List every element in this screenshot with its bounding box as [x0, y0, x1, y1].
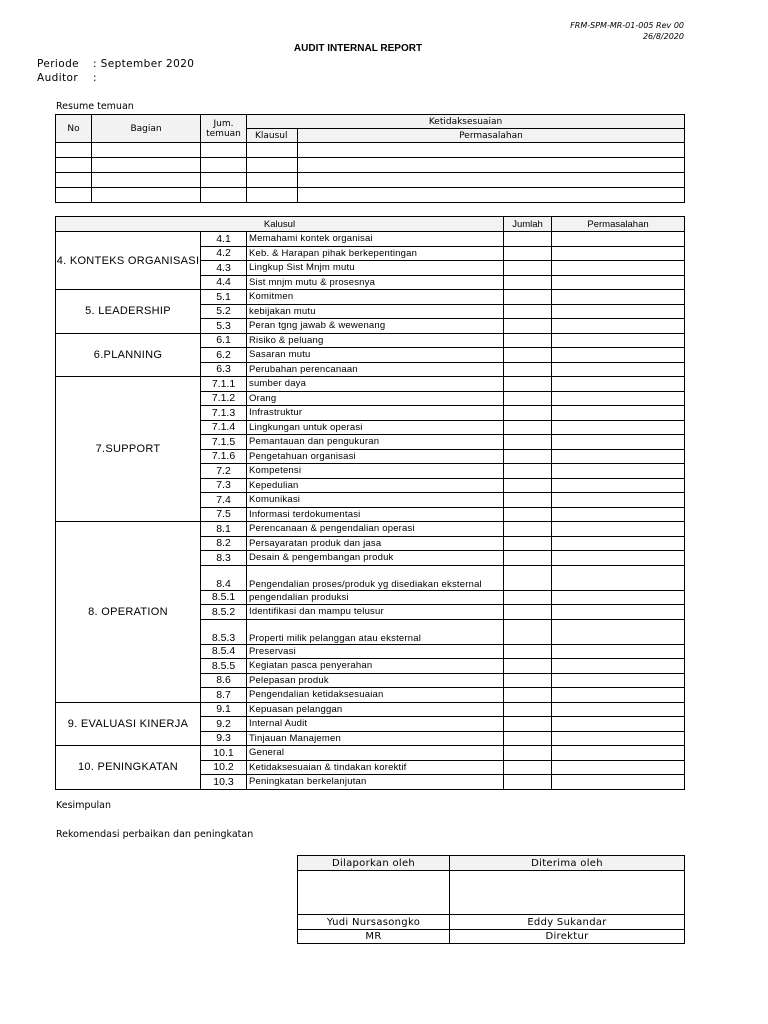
clause-description: Komunikasi: [247, 493, 504, 508]
clause-jumlah-cell[interactable]: [504, 507, 552, 522]
auditor-value: :: [93, 72, 97, 84]
clause-jumlah-cell[interactable]: [504, 760, 552, 775]
clause-description: Risiko & peluang: [247, 333, 504, 348]
signature-table: [297, 855, 685, 944]
clause-group-name: 8. OPERATION: [56, 522, 201, 703]
clause-jumlah-cell[interactable]: [504, 362, 552, 377]
clause-group-name: 10. PENINGKATAN: [56, 746, 201, 790]
clause-description: Tinjauan Manajemen: [247, 731, 504, 746]
clause-permasalahan-cell[interactable]: [552, 619, 685, 644]
clause-number: 8.5.5: [201, 659, 247, 674]
clause-jumlah-cell[interactable]: [504, 275, 552, 290]
clause-number: 5.1: [201, 290, 247, 305]
clause-jumlah-cell[interactable]: [504, 731, 552, 746]
clause-group-name: 9. EVALUASI KINERJA: [56, 702, 201, 746]
clause-jumlah-cell[interactable]: [504, 319, 552, 334]
resume-cell[interactable]: [298, 143, 685, 158]
clause-group-name: 5. LEADERSHIP: [56, 290, 201, 334]
clause-number: 8.2: [201, 536, 247, 551]
clause-permasalahan-cell[interactable]: [552, 659, 685, 674]
clause-row: [56, 522, 685, 537]
clause-number: 9.3: [201, 731, 247, 746]
resume-cell[interactable]: [92, 143, 201, 158]
clause-permasalahan-cell[interactable]: [552, 507, 685, 522]
clause-jumlah-cell[interactable]: [504, 688, 552, 703]
clause-permasalahan-cell[interactable]: [552, 673, 685, 688]
clause-permasalahan-cell[interactable]: [552, 522, 685, 537]
clause-group-name: 6.PLANNING: [56, 333, 201, 377]
clause-jumlah-cell[interactable]: [504, 420, 552, 435]
clause-jumlah-cell[interactable]: [504, 551, 552, 566]
clause-permasalahan-cell[interactable]: [552, 406, 685, 421]
receiver-role: Direktur: [450, 930, 685, 944]
clause-number: 8.5.1: [201, 590, 247, 605]
clause-jumlah-cell[interactable]: [504, 261, 552, 276]
clause-description: Informasi terdokumentasi: [247, 507, 504, 522]
clause-description: Kepedulian: [247, 478, 504, 493]
clause-permasalahan-cell[interactable]: [552, 449, 685, 464]
resume-row: [56, 188, 685, 203]
clause-jumlah-cell[interactable]: [504, 464, 552, 479]
clause-description: pengendalian produksi: [247, 590, 504, 605]
clause-description: Properti milik pelanggan atau eksternal: [247, 619, 504, 644]
clause-number: 4.1: [201, 232, 247, 247]
resume-cell[interactable]: [92, 158, 201, 173]
clause-number: 8.1: [201, 522, 247, 537]
clause-number: 7.1.4: [201, 420, 247, 435]
clause-description: Lingkup Sist Mnjm mutu: [247, 261, 504, 276]
clause-number: 7.5: [201, 507, 247, 522]
resume-cell[interactable]: [92, 188, 201, 203]
clause-permasalahan-cell[interactable]: [552, 746, 685, 761]
clause-permasalahan-cell[interactable]: [552, 688, 685, 703]
clause-jumlah-cell[interactable]: [504, 435, 552, 450]
resume-cell[interactable]: [56, 173, 92, 188]
periode-value: : September 2020: [93, 58, 195, 70]
clause-jumlah-cell[interactable]: [504, 775, 552, 790]
receiver-name: Eddy Sukandar: [450, 915, 685, 930]
clause-jumlah-cell[interactable]: [504, 644, 552, 659]
clause-number: 7.1.5: [201, 435, 247, 450]
clause-permasalahan-cell[interactable]: [552, 232, 685, 247]
resume-cell[interactable]: [247, 188, 298, 203]
resume-col-permasalahan: Permasalahan: [298, 129, 685, 143]
clause-permasalahan-cell[interactable]: [552, 731, 685, 746]
clause-number: 9.2: [201, 717, 247, 732]
resume-cell[interactable]: [298, 188, 685, 203]
clause-description: Pengendalian proses/produk yg disediakan eksternal: [247, 565, 504, 590]
clause-table: [55, 216, 685, 790]
clause-jumlah-cell[interactable]: [504, 659, 552, 674]
clause-body: [56, 232, 685, 790]
clause-col-permasalahan: Permasalahan: [552, 217, 685, 232]
clause-number: 5.3: [201, 319, 247, 334]
clause-permasalahan-cell[interactable]: [552, 493, 685, 508]
resume-cell[interactable]: [298, 158, 685, 173]
clause-number: 7.1.1: [201, 377, 247, 392]
reporter-signature-area[interactable]: [298, 871, 450, 915]
clause-jumlah-cell[interactable]: [504, 478, 552, 493]
reported-by-label: Dilaporkan oleh: [298, 856, 450, 871]
clause-permasalahan-cell[interactable]: [552, 551, 685, 566]
resume-cell[interactable]: [92, 173, 201, 188]
clause-permasalahan-cell[interactable]: [552, 333, 685, 348]
clause-description: Orang: [247, 391, 504, 406]
receiver-signature-area[interactable]: [450, 871, 685, 915]
resume-cell[interactable]: [247, 143, 298, 158]
clause-jumlah-cell[interactable]: [504, 290, 552, 305]
reporter-name: Yudi Nursasongko: [298, 915, 450, 930]
clause-description: Kompetensi: [247, 464, 504, 479]
clause-jumlah-cell[interactable]: [504, 333, 552, 348]
auditor-label: Auditor: [37, 72, 79, 84]
clause-number: 4.2: [201, 246, 247, 261]
clause-permasalahan-cell[interactable]: [552, 775, 685, 790]
clause-number: 5.2: [201, 304, 247, 319]
clause-col-jumlah: Jumlah: [504, 217, 552, 232]
clause-permasalahan-cell[interactable]: [552, 435, 685, 450]
clause-jumlah-cell[interactable]: [504, 377, 552, 392]
resume-row: [56, 158, 685, 173]
clause-jumlah-cell[interactable]: [504, 232, 552, 247]
clause-number: 7.1.3: [201, 406, 247, 421]
clause-permasalahan-cell[interactable]: [552, 478, 685, 493]
clause-jumlah-cell[interactable]: [504, 565, 552, 590]
clause-description: Memahami kontek organisai: [247, 232, 504, 247]
clause-description: kebijakan mutu: [247, 304, 504, 319]
clause-description: Keb. & Harapan pihak berkepentingan: [247, 246, 504, 261]
clause-description: Pelepasan produk: [247, 673, 504, 688]
clause-description: Pemantauan dan pengukuran: [247, 435, 504, 450]
clause-description: Sist mnjm mutu & prosesnya: [247, 275, 504, 290]
clause-group-name: 7.SUPPORT: [56, 377, 201, 522]
clause-number: 8.5.4: [201, 644, 247, 659]
clause-permasalahan-cell[interactable]: [552, 304, 685, 319]
clause-number: 8.7: [201, 688, 247, 703]
clause-permasalahan-cell[interactable]: [552, 420, 685, 435]
periode-row: [37, 58, 194, 70]
clause-permasalahan-cell[interactable]: [552, 391, 685, 406]
clause-row: [56, 746, 685, 761]
clause-description: Desain & pengembangan produk: [247, 551, 504, 566]
report-title: AUDIT INTERNAL REPORT: [293, 43, 423, 54]
clause-description: sumber daya: [247, 377, 504, 392]
clause-number: 8.5.3: [201, 619, 247, 644]
form-code: FRM-SPM-MR-01-005 Rev 00: [570, 21, 684, 30]
form-code-block: [570, 20, 684, 42]
clause-number: 6.3: [201, 362, 247, 377]
resume-col-ketidaksesuaian: Ketidaksesuaian: [247, 115, 685, 129]
resume-cell[interactable]: [201, 143, 247, 158]
kesimpulan-label: Kesimpulan: [56, 800, 111, 811]
clause-row: [56, 290, 685, 305]
resume-cell[interactable]: [298, 173, 685, 188]
clause-number: 9.1: [201, 702, 247, 717]
clause-permasalahan-cell[interactable]: [552, 536, 685, 551]
clause-number: 4.3: [201, 261, 247, 276]
clause-permasalahan-cell[interactable]: [552, 565, 685, 590]
clause-permasalahan-cell[interactable]: [552, 702, 685, 717]
clause-permasalahan-cell[interactable]: [552, 377, 685, 392]
clause-number: 7.1.2: [201, 391, 247, 406]
clause-description: Internal Audit: [247, 717, 504, 732]
clause-description: Kepuasan pelanggan: [247, 702, 504, 717]
resume-label: Resume temuan: [56, 101, 134, 112]
clause-jumlah-cell[interactable]: [504, 702, 552, 717]
resume-col-klausul: Klausul: [247, 129, 298, 143]
clause-description: Pengendalian ketidaksesuaian: [247, 688, 504, 703]
clause-jumlah-cell[interactable]: [504, 746, 552, 761]
clause-description: Kegiatan pasca penyerahan: [247, 659, 504, 674]
clause-permasalahan-cell[interactable]: [552, 590, 685, 605]
clause-permasalahan-cell[interactable]: [552, 760, 685, 775]
clause-description: Perubahan perencanaan: [247, 362, 504, 377]
clause-permasalahan-cell[interactable]: [552, 605, 685, 620]
received-by-label: Diterima oleh: [450, 856, 685, 871]
resume-cell[interactable]: [201, 173, 247, 188]
clause-description: Persayaratan produk dan jasa: [247, 536, 504, 551]
clause-description: Infrastruktur: [247, 406, 504, 421]
clause-col-kalusul: Kalusul: [56, 217, 504, 232]
clause-description: Peran tgng jawab & wewenang: [247, 319, 504, 334]
resume-row: [56, 143, 685, 158]
clause-permasalahan-cell[interactable]: [552, 717, 685, 732]
clause-group-name: 4. KONTEKS ORGANISASI: [56, 232, 201, 290]
clause-jumlah-cell[interactable]: [504, 406, 552, 421]
resume-cell[interactable]: [56, 143, 92, 158]
clause-description: Peningkatan berkelanjutan: [247, 775, 504, 790]
clause-number: 8.3: [201, 551, 247, 566]
resume-cell[interactable]: [201, 158, 247, 173]
clause-description: Lingkungan untuk operasi: [247, 420, 504, 435]
clause-jumlah-cell[interactable]: [504, 493, 552, 508]
clause-jumlah-cell[interactable]: [504, 246, 552, 261]
clause-number: 6.2: [201, 348, 247, 363]
clause-number: 8.5.2: [201, 605, 247, 620]
clause-number: 8.6: [201, 673, 247, 688]
periode-label: Periode: [37, 58, 80, 70]
clause-number: 10.2: [201, 760, 247, 775]
clause-jumlah-cell[interactable]: [504, 590, 552, 605]
clause-permasalahan-cell[interactable]: [552, 246, 685, 261]
clause-jumlah-cell[interactable]: [504, 522, 552, 537]
clause-jumlah-cell[interactable]: [504, 536, 552, 551]
clause-number: 7.1.6: [201, 449, 247, 464]
clause-description: General: [247, 746, 504, 761]
resume-cell[interactable]: [56, 158, 92, 173]
clause-number: 4.4: [201, 275, 247, 290]
resume-cell[interactable]: [201, 188, 247, 203]
clause-number: 7.4: [201, 493, 247, 508]
auditor-row: [37, 72, 97, 84]
form-date: 26/8/2020: [642, 32, 684, 41]
clause-jumlah-cell[interactable]: [504, 348, 552, 363]
clause-jumlah-cell[interactable]: [504, 304, 552, 319]
clause-row: [56, 377, 685, 392]
clause-description: Pengetahuan organisasi: [247, 449, 504, 464]
reporter-role: MR: [298, 930, 450, 944]
clause-description: Preservasi: [247, 644, 504, 659]
resume-table: [55, 114, 685, 203]
rekomendasi-label: Rekomendasi perbaikan dan peningkatan: [56, 829, 254, 840]
clause-permasalahan-cell[interactable]: [552, 464, 685, 479]
clause-number: 6.1: [201, 333, 247, 348]
clause-number: 7.3: [201, 478, 247, 493]
clause-number: 8.4: [201, 565, 247, 590]
clause-jumlah-cell[interactable]: [504, 391, 552, 406]
clause-row: [56, 702, 685, 717]
resume-col-no: No: [56, 115, 92, 143]
clause-jumlah-cell[interactable]: [504, 605, 552, 620]
clause-jumlah-cell[interactable]: [504, 619, 552, 644]
clause-description: Ketidaksesuaian & tindakan korektif: [247, 760, 504, 775]
clause-description: Perencanaan & pengendalian operasi: [247, 522, 504, 537]
clause-permasalahan-cell[interactable]: [552, 275, 685, 290]
resume-col-jum: Jum. temuan: [201, 115, 247, 143]
clause-description: Identifikasi dan mampu telusur: [247, 605, 504, 620]
resume-col-bagian: Bagian: [92, 115, 201, 143]
clause-permasalahan-cell[interactable]: [552, 319, 685, 334]
clause-row: [56, 232, 685, 247]
clause-jumlah-cell[interactable]: [504, 449, 552, 464]
resume-row: [56, 173, 685, 188]
clause-permasalahan-cell[interactable]: [552, 348, 685, 363]
clause-number: 10.1: [201, 746, 247, 761]
clause-jumlah-cell[interactable]: [504, 717, 552, 732]
clause-permasalahan-cell[interactable]: [552, 644, 685, 659]
resume-cell[interactable]: [247, 158, 298, 173]
clause-description: Komitmen: [247, 290, 504, 305]
clause-row: [56, 333, 685, 348]
clause-permasalahan-cell[interactable]: [552, 290, 685, 305]
clause-description: Sasaran mutu: [247, 348, 504, 363]
clause-number: 10.3: [201, 775, 247, 790]
clause-permasalahan-cell[interactable]: [552, 261, 685, 276]
clause-jumlah-cell[interactable]: [504, 673, 552, 688]
clause-permasalahan-cell[interactable]: [552, 362, 685, 377]
resume-cell[interactable]: [247, 173, 298, 188]
resume-cell[interactable]: [56, 188, 92, 203]
clause-number: 7.2: [201, 464, 247, 479]
